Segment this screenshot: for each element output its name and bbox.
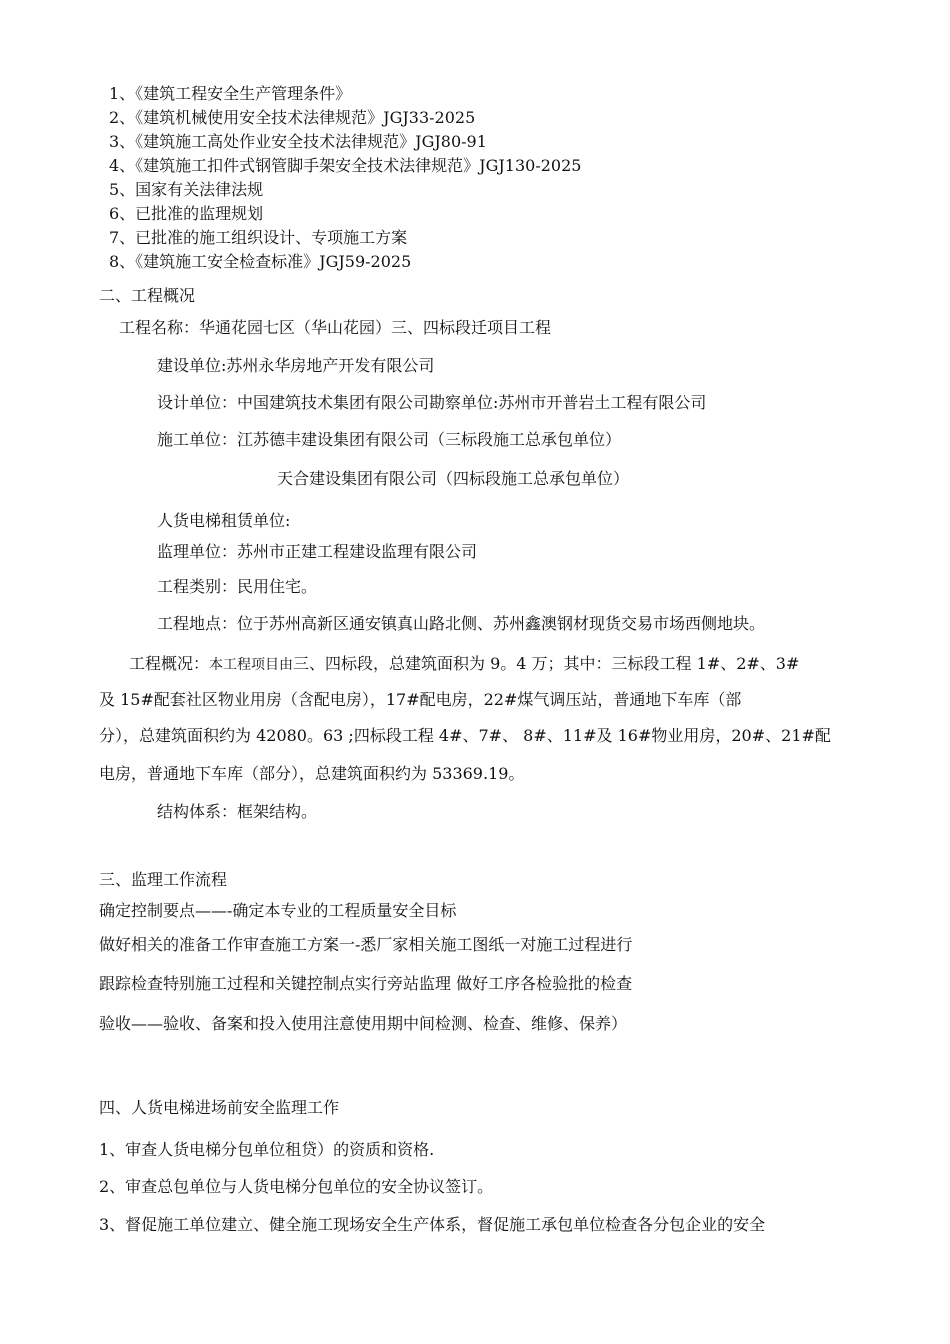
safety-item: 1、审查人货电梯分包单位租贷）的资质和资格. (99, 1140, 435, 1159)
section-heading: 二、工程概况 (99, 286, 196, 305)
project-name: 工程名称：华通花园七区（华山花园）三、四标段迁项目工程 (119, 318, 552, 337)
section-heading: 四、人货电梯进场前安全监理工作 (99, 1098, 340, 1117)
elevator-lessor: 人货电梯租赁单位: (157, 511, 291, 530)
overview-paragraph-line (129, 654, 799, 675)
reference-item: 8、《建筑施工安全检查标准》JGJ59-2025 (109, 252, 412, 271)
design-survey-unit: 设计单位：中国建筑技术集团有限公司勘察单位:苏州市开普岩土工程有限公司 (157, 393, 707, 412)
reference-item: 2、《建筑机械使用安全技术法律规范》JGJ33-2025 (109, 108, 476, 127)
contractor-unit-2: 天合建设集团有限公司（四标段施工总承包单位） (277, 469, 630, 488)
reference-item: 3、《建筑施工高处作业安全技术法律规范》JGJ80-91 (109, 132, 487, 151)
owner-unit: 建设单位:苏州永华房地产开发有限公司 (157, 356, 435, 375)
reference-item: 4、《建筑施工扣件式钢管脚手架安全技术法律规范》JGJ130-2025 (109, 156, 582, 175)
reference-item: 6、已批准的监理规划 (109, 204, 264, 223)
supervisor-unit: 监理单位：苏州市正建工程建设监理有限公司 (157, 542, 478, 561)
overview-label: 工程概况： (129, 654, 210, 673)
workflow-line: 验收——验收、备案和投入使用注意使用期中间检测、检查、维修、保养） (99, 1014, 628, 1033)
contractor-unit: 施工单位：江苏德丰建设集团有限公司（三标段施工总承包单位） (157, 430, 622, 449)
section-heading: 三、监理工作流程 (99, 870, 228, 889)
safety-item: 3、督促施工单位建立、健全施工现场安全生产体系，督促施工承包单位检查各分包企业的安全 (99, 1215, 766, 1234)
workflow-line: 做好相关的准备工作审查施工方案一-悉厂家相关施工图纸一对施工过程进行 (99, 935, 633, 954)
reference-item: 1、《建筑工程安全生产管理条件》 (109, 84, 352, 103)
safety-item: 2、审查总包单位与人货电梯分包单位的安全协议签订。 (99, 1177, 494, 1196)
overview-paragraph-line: 及 15#配套社区物业用房（含配电房），17#配电房，22#煤气调压站，普通地下车库（部 (99, 690, 742, 709)
project-location: 工程地点：位于苏州高新区通安镇真山路北侧、苏州鑫澳钢材现货交易市场西侧地块。 (157, 614, 766, 633)
overview-paragraph-line: 分），总建筑面积约为 42080。63 ;四标段工程 4#、7#、 8#、11#及 16#物业用房，20#、21#配 (99, 726, 831, 745)
reference-item: 5、国家有关法律法规 (109, 180, 264, 199)
workflow-line: 跟踪检查特别施工过程和关键控制点实行旁站监理 做好工序各检验批的检查 (99, 974, 633, 993)
overview-line1-rest: 三、四标段，总建筑面积为 9。4 万；其中：三标段工程 1#、2#、3# (293, 654, 800, 673)
overview-paragraph-line: 电房，普通地下车库（部分），总建筑面积约为 53369.19。 (99, 764, 525, 783)
workflow-line: 确定控制要点——-确定本专业的工程质量安全目标 (99, 901, 457, 920)
project-category: 工程类别：民用住宅。 (157, 577, 318, 596)
structure-system: 结构体系：框架结构。 (157, 802, 318, 821)
reference-item: 7、已批准的施工组织设计、专项施工方案 (109, 228, 408, 247)
overview-small-text: 本工程项目由 (209, 657, 294, 673)
